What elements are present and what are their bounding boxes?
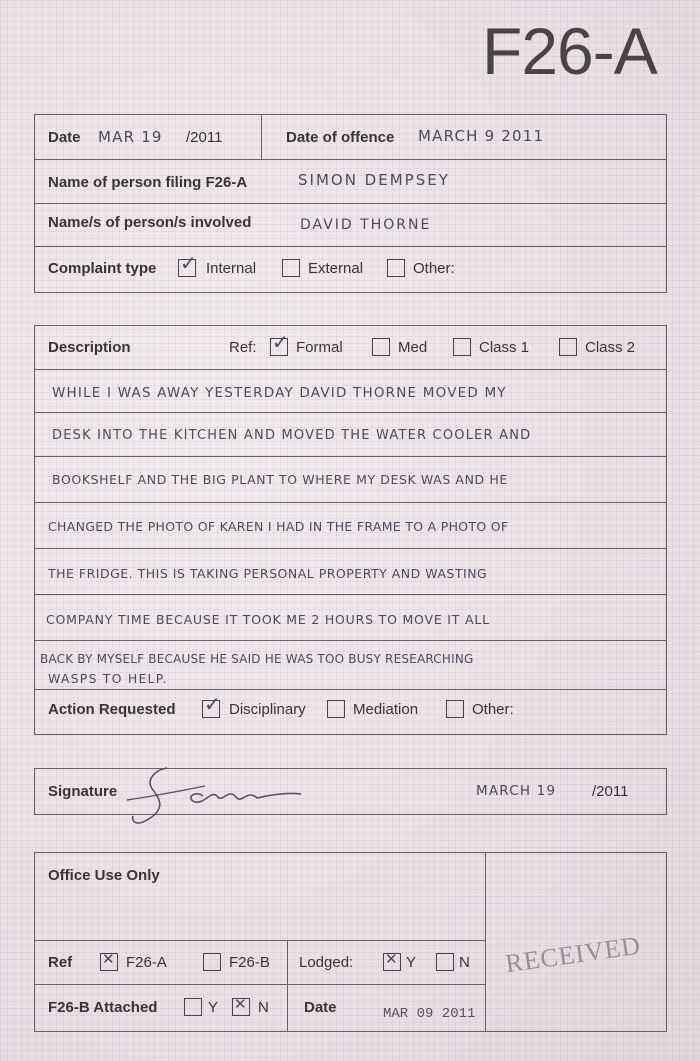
offence-date-label: Date of offence: [286, 129, 395, 146]
internal-checkbox[interactable]: [178, 253, 197, 277]
signature-year: /2011: [592, 783, 629, 800]
action-other-checkbox[interactable]: [446, 700, 464, 718]
office-date-label: Date: [304, 999, 337, 1016]
office-use-label: Office Use Only: [48, 867, 160, 884]
lodged-no-label: N: [459, 954, 470, 971]
lodged-yes-label: Y: [406, 954, 417, 971]
med-option-label: Med: [398, 339, 428, 356]
office-ref-label: Ref: [48, 954, 73, 971]
involved-value: DAVID THORNE: [300, 217, 432, 233]
ref-label: Ref:: [229, 339, 257, 356]
description-line-4: CHANGED THE PHOTO OF KAREN I HAD IN THE FRAME TO A PHOTO OF: [48, 519, 509, 534]
class1-checkbox[interactable]: [453, 338, 471, 356]
x-mark-icon: ✕: [385, 951, 398, 968]
received-stamp: RECEIVED: [503, 930, 643, 979]
form-code-title: F26-A: [482, 14, 657, 88]
filer-label: Name of person filing F26-A: [48, 174, 248, 191]
mediation-option-label: Mediation: [353, 701, 419, 718]
signature-label: Signature: [48, 783, 118, 800]
f26b-checkbox[interactable]: [203, 953, 221, 971]
x-mark-icon: ✕: [102, 951, 115, 968]
date-label: Date: [48, 129, 81, 146]
check-mark-icon: ✓: [272, 332, 289, 354]
mediation-checkbox[interactable]: [327, 700, 345, 718]
check-mark-icon: ✓: [180, 253, 197, 275]
f26a-option-label: F26-A: [126, 954, 167, 971]
disciplinary-option-label: Disciplinary: [229, 701, 306, 718]
check-mark-icon: ✓: [204, 694, 221, 716]
action-other-option-label: Other:: [472, 701, 514, 718]
lodged-no-checkbox[interactable]: [436, 953, 454, 971]
description-line-8: WASPS TO HELP.: [48, 671, 168, 686]
other-option-label: Other:: [413, 260, 455, 277]
description-line-7: BACK BY MYSELF BECAUSE HE SAID HE WAS TOO BUSY RESEARCHING: [40, 652, 474, 666]
office-date-stamp: MAR 09 2011: [383, 1006, 476, 1022]
x-mark-icon: ✕: [234, 996, 247, 1013]
f26a-checkbox[interactable]: [100, 953, 118, 971]
f26b-attached-label: F26-B Attached: [48, 999, 158, 1016]
class1-option-label: Class 1: [479, 339, 530, 356]
attached-no-label: N: [258, 999, 269, 1016]
external-checkbox[interactable]: [282, 259, 300, 277]
description-line-2: DESK INTO THE KITCHEN AND MOVED THE WATER COOLER AND: [52, 428, 532, 443]
description-line-1: WHILE I WAS AWAY YESTERDAY DAVID THORNE MOVED MY: [52, 385, 507, 401]
class2-option-label: Class 2: [585, 339, 636, 356]
signature-scribble: [125, 760, 305, 840]
f26b-option-label: F26-B: [229, 954, 270, 971]
description-line-5: THE FRIDGE. THIS IS TAKING PERSONAL PROPERTY AND WASTING: [48, 566, 488, 581]
complaint-type-label: Complaint type: [48, 260, 157, 277]
other-checkbox[interactable]: [387, 259, 405, 277]
date-value: MAR 19: [98, 128, 163, 146]
formal-option-label: Formal: [296, 339, 343, 356]
involved-label: Name/s of person/s involved: [48, 214, 252, 231]
description-line-3: BOOKSHELF AND THE BIG PLANT TO WHERE MY DESK WAS AND HE: [52, 472, 508, 487]
description-line-6: COMPANY TIME BECAUSE IT TOOK ME 2 HOURS TO MOVE IT ALL: [46, 612, 490, 627]
class2-checkbox[interactable]: [559, 338, 577, 356]
description-label: Description: [48, 339, 131, 356]
external-option-label: External: [308, 260, 364, 277]
date-year: /2011: [186, 129, 223, 146]
action-requested-label: Action Requested: [48, 701, 176, 718]
med-checkbox[interactable]: [372, 338, 390, 356]
attached-no-checkbox[interactable]: [232, 998, 250, 1016]
attached-yes-label: Y: [208, 999, 219, 1016]
lodged-label: Lodged:: [299, 954, 354, 971]
filer-value: SIMON DEMPSEY: [298, 171, 450, 189]
lodged-yes-checkbox[interactable]: [383, 953, 401, 971]
signature-date: MARCH 19: [476, 783, 557, 799]
disciplinary-checkbox[interactable]: [202, 694, 221, 718]
offence-date-value: MARCH 9 2011: [418, 127, 545, 145]
attached-yes-checkbox[interactable]: [184, 998, 202, 1016]
internal-option-label: Internal: [206, 260, 257, 277]
formal-checkbox[interactable]: [270, 332, 289, 356]
